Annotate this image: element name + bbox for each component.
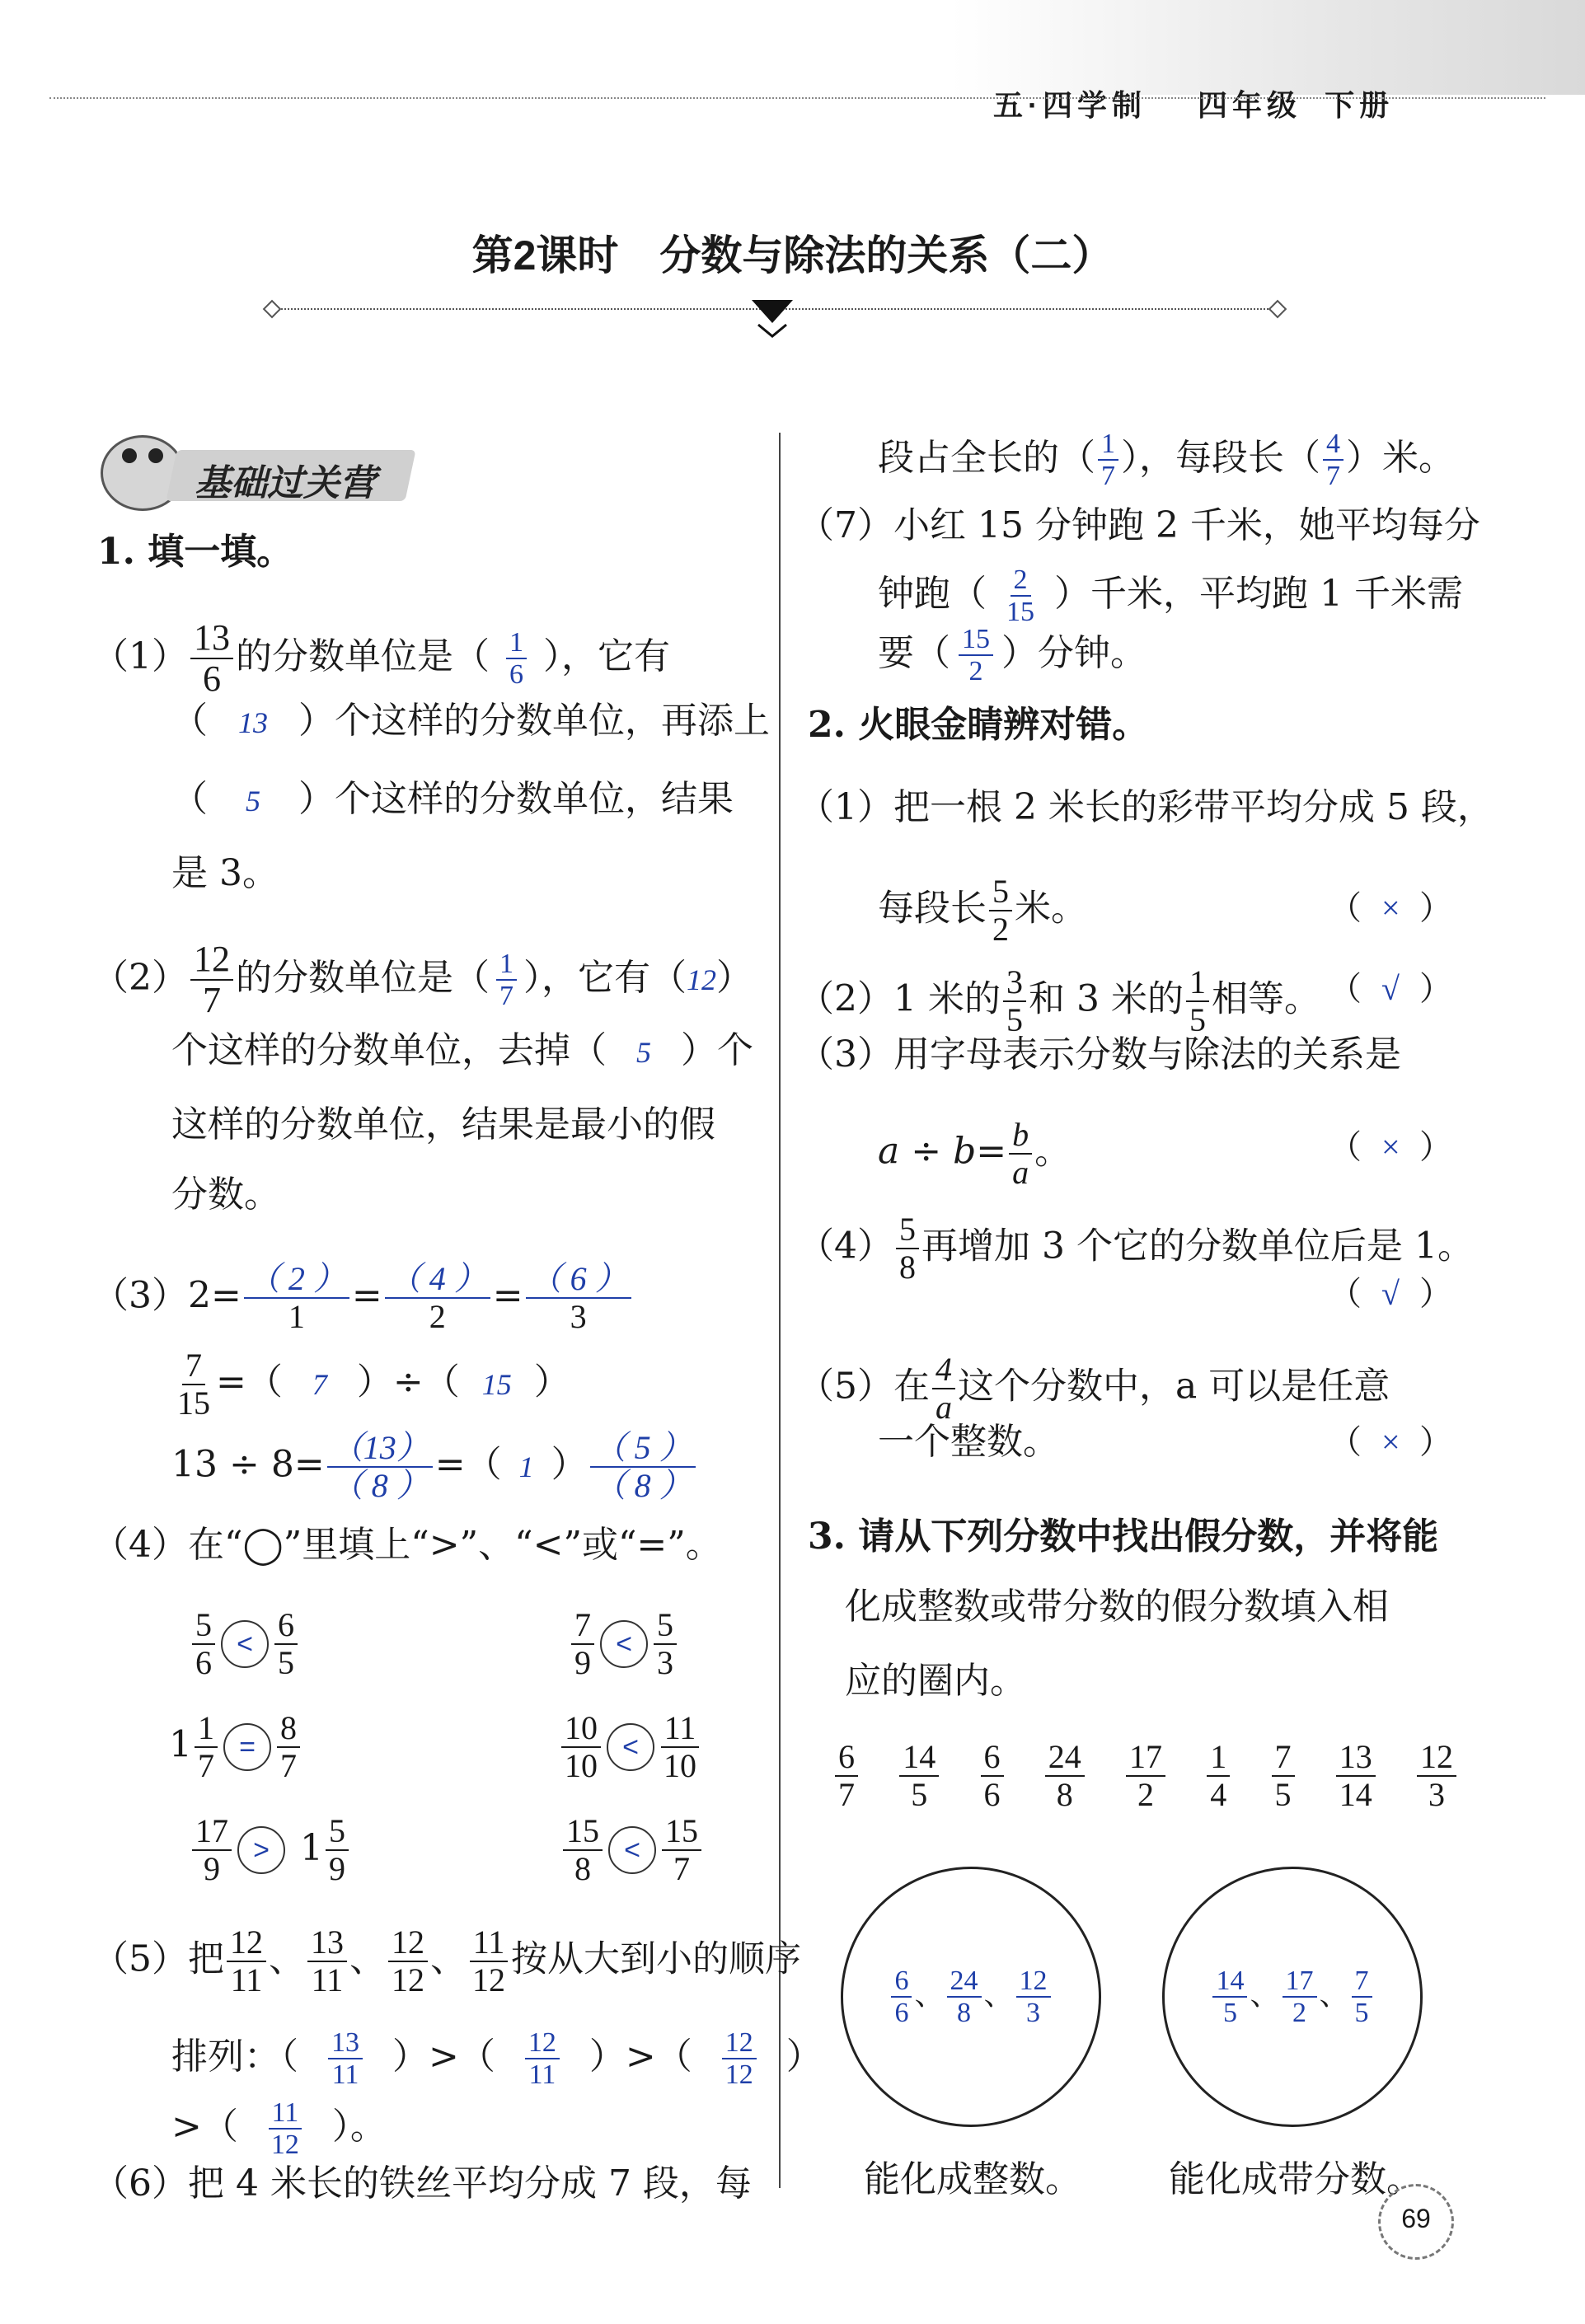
- q1-p1-line4: 是 3。: [171, 852, 279, 894]
- q3-list-fraction: 6 6: [981, 1739, 1004, 1813]
- title-divider-right-diamond: [1268, 300, 1287, 319]
- lesson-title: 第2课时 分数与除法的关系（二）: [471, 232, 1114, 279]
- q1-p3-answer-b: 15: [481, 1367, 512, 1401]
- q3-list-fraction: 7 5: [1272, 1739, 1295, 1813]
- q1-heading: 1. 填一填。: [97, 531, 293, 573]
- q1-p1-text2: ），它有: [543, 635, 670, 677]
- q3-list-fraction: 6 7: [835, 1739, 858, 1813]
- q1-p3-frac1: $\frac{( 2 )}{1}$: [244, 1261, 349, 1335]
- q3-list-fraction: 14 5: [899, 1739, 939, 1813]
- q2-item5-judgement: （ × ）: [1329, 1423, 1452, 1461]
- q1-p7-line1: （7）小红 15 分钟跑 2 千米，她平均每分: [798, 504, 1480, 546]
- q1-p4-row1-left: $\frac{5}{6}$ < $\frac{6}{5}$: [190, 1607, 300, 1681]
- q1-p1-answer3: 5: [246, 785, 260, 818]
- q3-circle-mixed-answers: $\frac{14}{5}$ 、 $\frac{17}{2}$ 、 $\frac{7}{5}$: [1162, 1966, 1423, 2029]
- compare-circle: <: [608, 1826, 656, 1874]
- header-background: [0, 0, 1585, 95]
- q1-p3-whole-answer: 1: [518, 1450, 534, 1483]
- q1-p2-line2: 个这样的分数单位，去掉（ 5 ）个: [171, 1026, 753, 1077]
- q1-p3-line1: （3）2= $\frac{( 2 )}{1}$ = $\frac{( 4 )}{2}$ = $\frac{( 6 )}{3}$: [92, 1261, 634, 1335]
- q1-p1-line2: （ 13 ）个这样的分数单位，再添上: [171, 696, 770, 747]
- section-badge: [97, 429, 427, 511]
- q1-p3-line2-frac: $\frac{7}{15}$: [177, 1347, 210, 1422]
- page-number: 69: [1401, 2204, 1431, 2233]
- q3-line2: 化成整数或带分数的假分数填入相: [845, 1586, 1389, 1628]
- q1-p2-line4: 分数。: [171, 1174, 280, 1216]
- q3-circle-integers-caption: 能化成整数。: [864, 2158, 1081, 2200]
- header-series: 五·四学制: [993, 88, 1147, 122]
- q1-p1-line3: （ 5 ）个这样的分数单位，结果: [171, 775, 734, 826]
- q3-list-fraction: 24 8: [1045, 1739, 1085, 1813]
- q2-item3-judgement: （ × ）: [1329, 1128, 1452, 1166]
- q3-line3: 应的圈内。: [845, 1660, 1026, 1702]
- q3-list-fraction: 1 4: [1207, 1739, 1230, 1813]
- q1-p5-line1: （5）把 $\frac{12}{11}$ 、 $\frac{13}{11}$ 、 $\frac{12}{12}$ 、 $\frac{11}{12}$ 按从大到小的顺序: [92, 1923, 801, 1998]
- q3-list-fraction: 17 2: [1126, 1739, 1165, 1813]
- q2-item2-line1: （2）1 米的 $\frac{3}{5}$ 和 3 米的 $\frac{1}{5}$ 相等。: [798, 963, 1320, 1038]
- q2-item5-line1: （5）在 $\frac{4}{a}$ 这个分数中，a 可以是任意: [798, 1351, 1390, 1426]
- q1-p4-row2-left: 1 $\frac{1}{7}$ = $\frac{8}{7}$: [169, 1710, 302, 1784]
- q2-item3-line1: （3）用字母表示分数与除法的关系是: [798, 1033, 1401, 1075]
- q1-p3-frac2: $\frac{( 4 )}{2}$: [385, 1261, 490, 1335]
- q1-p7-line2: 钟跑（ $\frac{2}{15}$ ）千米，平均跑 1 千米需: [878, 565, 1463, 628]
- q3-list-fraction: 13 14: [1336, 1739, 1376, 1813]
- q1-p7-answer1: $\frac{2}{15}$: [1006, 565, 1034, 628]
- q1-p2-answer2: 12: [687, 963, 716, 996]
- q1-p1-answer2: 13: [238, 706, 268, 739]
- q2-heading: 2. 火眼金睛辨对错。: [808, 704, 1149, 746]
- q1-p3-line3: 13 ÷ 8= $\frac{(13)}{( 8 )}$ =（ 1 ） $\frac{( 5 )}{( 8 )}$: [171, 1430, 698, 1504]
- q2-item4-line1: （4） $\frac{5}{8}$ 再增加 3 个它的分数单位后是 1。: [798, 1211, 1474, 1286]
- q1-p2-fraction: $\frac{12}{7}$: [190, 939, 233, 1021]
- q1-p1-text1: 的分数单位是（: [236, 635, 490, 677]
- q1-p6-line1: （6）把 4 米长的铁丝平均分成 7 段，每: [92, 2162, 752, 2205]
- q3-list-fraction: 12 3: [1417, 1739, 1456, 1813]
- mascot-eye-right-icon: [148, 448, 163, 463]
- q1-p2-line1: （2） $\frac{12}{7}$ 的分数单位是（ $\frac{1}{7}$ ），它有（12）: [92, 939, 753, 1021]
- q1-p3-frac3: $\frac{( 6 )}{3}$: [526, 1261, 631, 1335]
- q2-item2-judgement: （ √ ）: [1329, 970, 1452, 1008]
- q1-p3-line2: $\frac{7}{15}$ =（ 7 ）÷（ 15 ）: [171, 1347, 570, 1422]
- q1-p2-answer1: $\frac{1}{7}$: [496, 949, 517, 1012]
- header-grade: 四年级: [1198, 88, 1302, 122]
- q1-p7-line3: 要（ $\frac{15}{2}$ ）分钟。: [878, 624, 1147, 687]
- q1-p4-row1-right: $\frac{7}{9}$ < $\frac{5}{3}$: [569, 1607, 679, 1681]
- q2-item1-judgement: （ × ）: [1329, 889, 1452, 927]
- title-divider-left-diamond: [263, 300, 282, 319]
- q1-p2-answer3: 5: [636, 1036, 651, 1069]
- q1-p3-answer-a: 7: [312, 1367, 327, 1401]
- q1-p4-row2-right: $\frac{10}{10}$ < $\frac{11}{10}$: [559, 1710, 702, 1784]
- q3-fraction-list: [832, 1739, 1459, 1813]
- q1-p6-line2: 段占全长的（ $\frac{1}{7}$ ），每段长（ $\frac{4}{7}$ ）米。: [878, 429, 1455, 492]
- header-grade-info: [993, 82, 1394, 124]
- q2-item1-line1: （1）把一根 2 米长的彩带平均分成 5 段，: [798, 786, 1494, 828]
- compare-circle: =: [223, 1723, 271, 1771]
- compare-circle: >: [237, 1826, 285, 1874]
- q1-p6-answer1: $\frac{1}{7}$: [1098, 429, 1118, 492]
- q2-item5-line2: 一个整数。: [878, 1421, 1059, 1463]
- q1-p2-line3: 这样的分数单位，结果是最小的假: [171, 1103, 715, 1146]
- q1-p3-line3-frac1: $\frac{(13)}{( 8 )}$: [327, 1430, 433, 1504]
- q1-p1-line1: [92, 618, 670, 700]
- q2-item1-line2: 每段长 $\frac{5}{2}$ 米。: [878, 873, 1087, 948]
- q1-p1-answer1: $\frac{1}{6}$: [506, 627, 527, 691]
- q1-p5-line2: 排列：（ $\frac{13}{11}$ ）>（ $\frac{12}{11}$ ）>（ $\frac{12}{12}$ ）: [171, 2027, 823, 2091]
- q2-item3-line2: a ÷ b= $\frac{b}{a}$ 。: [878, 1116, 1072, 1191]
- q1-p4-line1: （4）在“◯”里填上“>”、“<”或“=”。: [92, 1524, 722, 1566]
- q1-p7-answer2: $\frac{15}{2}$: [959, 624, 993, 687]
- compare-circle: <: [221, 1620, 269, 1668]
- header-rule: [49, 97, 1545, 99]
- compare-circle: <: [600, 1620, 648, 1668]
- title-divider-arrow-icon: [750, 298, 795, 340]
- header-volume: 下册: [1325, 88, 1395, 122]
- q2-item4-judgement: （ √ ）: [1329, 1275, 1452, 1313]
- q3-circle-integers-answers: $\frac{6}{6}$ 、 $\frac{24}{8}$ 、 $\frac{12}{3}$: [841, 1966, 1101, 2029]
- compare-circle: <: [607, 1723, 654, 1771]
- mascot-eye-left-icon: [122, 448, 137, 463]
- q3-heading: 3. 请从下列分数中找出假分数，并将能: [808, 1516, 1439, 1558]
- q1-p4-row3-right: $\frac{15}{8}$ < $\frac{15}{7}$: [560, 1813, 704, 1887]
- q1-p6-answer2: $\frac{4}{7}$: [1323, 429, 1343, 492]
- q1-p4-row3-left: $\frac{17}{9}$ > 1 $\frac{5}{9}$: [190, 1813, 351, 1887]
- q3-circle-mixed-caption: 能化成带分数。: [1169, 2158, 1423, 2200]
- section-badge-label: 基础过关营: [195, 462, 376, 504]
- q1-p1-fraction: $\frac{13}{6}$: [190, 618, 233, 700]
- q1-p1-label: （1）: [92, 635, 188, 677]
- q1-p3-line3-frac2: $\frac{( 5 )}{( 8 )}$: [590, 1430, 696, 1504]
- q1-p5-line3: >（ $\frac{11}{12}$ ）。: [171, 2097, 387, 2161]
